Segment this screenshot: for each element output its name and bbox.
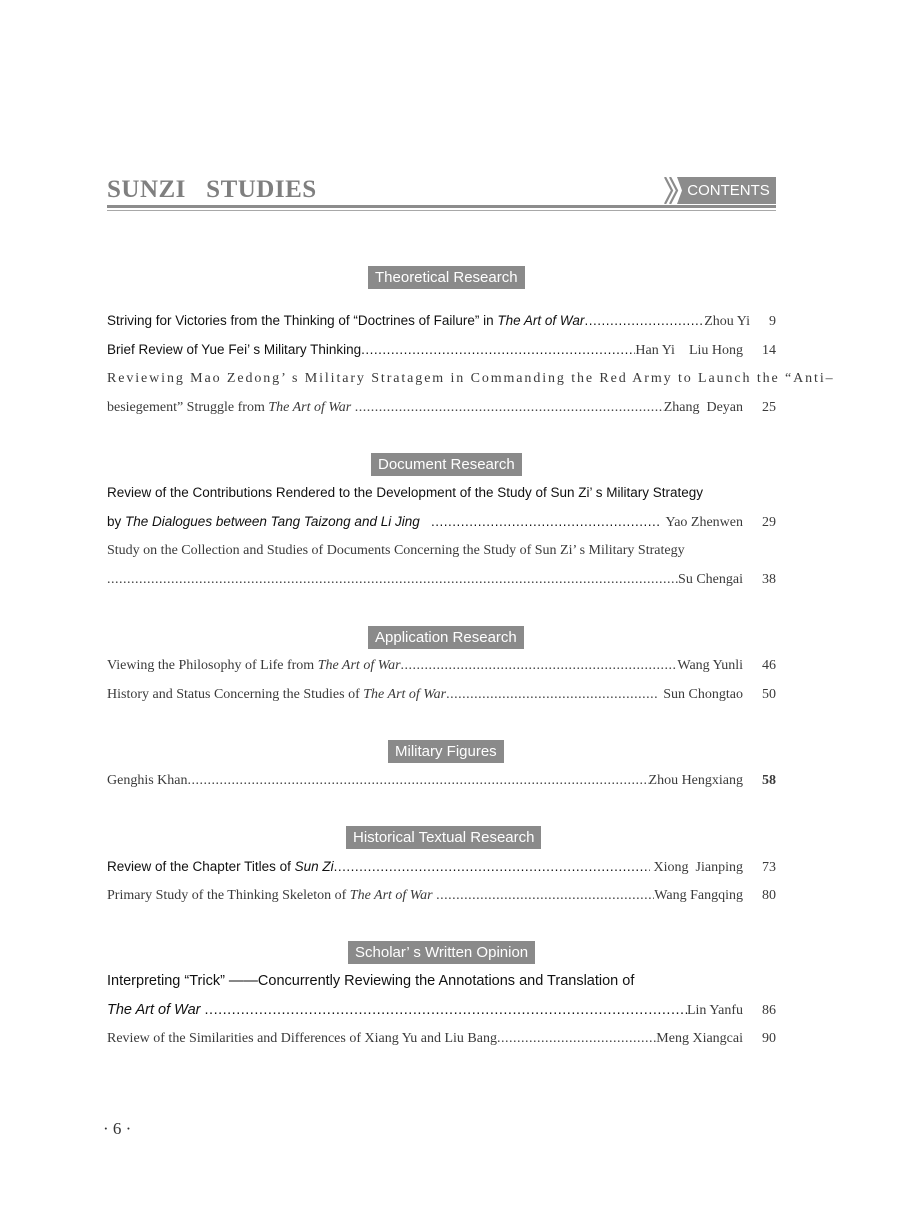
toc-entry[interactable] [107,856,776,878]
entry-author: Zhou Yi [704,314,750,329]
entry-title-italic: The Art of War [363,687,447,702]
entry-title: Viewing the Philosophy of Life from [107,658,318,673]
dot-leader [361,339,635,361]
header-rule-thin [107,210,776,211]
toc-entry-line1[interactable] [107,368,835,390]
entry-title: Genghis Khan [107,773,188,788]
entry-author: Zhou Hengxiang [648,773,743,788]
entry-page: 73 [762,860,776,875]
entry-author: Meng Xiangcai [656,1031,743,1046]
entry-author: Wang Yunli [677,658,743,673]
entry-page: 38 [762,572,776,587]
entry-title: History and Status Concerning the Studies of [107,687,364,702]
entry-title: Interpreting “Trick” ——Concurrently Reviewing the Annotations and Translation of [107,973,635,989]
dot-leader [497,1028,656,1050]
section-header-theoretical-research: Theoretical Research [368,266,525,289]
entry-page: 29 [762,515,776,530]
header-rule [107,205,776,208]
toc-entry[interactable] [107,684,776,706]
entry-title-italic: The Dialogues between Tang Taizong and Li Jing [125,514,420,529]
entry-author: Lin Yanfu [686,1003,743,1018]
entry-page: 80 [762,888,776,903]
toc-entry[interactable] [107,310,776,332]
section-header-military-figures: Military Figures [388,740,504,763]
entry-author: Han Yi Liu Hong [635,343,743,358]
entry-page: 9 [769,314,776,329]
entry-title: Study on the Collection and Studies of Documents Concerning the Study of Sun Zi’ s Military Strategy [107,543,685,558]
toc-entry[interactable] [107,1028,776,1050]
entry-page: 50 [762,687,776,702]
entry-title: Striving for Victories from the Thinking of “Doctrines of Failure” in [107,313,498,328]
entry-title-italic: The Art of War [107,1002,201,1018]
dot-leader [355,397,664,419]
entry-author: Xiong Jianping [653,860,743,875]
entry-page: 86 [762,1003,776,1018]
section-header-document-research: Document Research [371,453,522,476]
entry-title-italic: The Art of War [497,313,585,328]
entry-author: Sun Chongtao [663,687,743,702]
entry-title: by [107,514,126,529]
entry-page: 25 [762,400,776,415]
entry-page: 46 [762,658,776,673]
entry-title-italic: The Art of War [349,888,433,903]
entry-title: Primary Study of the Thinking Skeleton of [107,888,350,903]
entry-title: besiegement” Struggle from [107,400,269,415]
dot-leader [205,999,687,1021]
toc-entry-line1[interactable] [107,540,776,562]
dot-leader [446,684,659,706]
entry-title-italic: The Art of War [317,658,401,673]
entry-author: Yao Zhenwen [665,515,743,530]
toc-entry[interactable] [107,339,776,361]
journal-title: SUNZI STUDIES [107,176,317,203]
masthead [107,176,776,212]
toc-entry[interactable] [107,511,776,533]
toc-entry[interactable] [107,397,776,419]
dot-leader [584,310,704,332]
toc-entry-line1[interactable] [107,970,776,992]
section-header-application-research: Application Research [368,626,524,649]
dot-leader [334,856,650,878]
contents-tab [663,177,776,204]
entry-author: Wang Fangqing [654,888,743,903]
entry-title: Review of the Contributions Rendered to the Development of the Study of Sun Zi’ s Military Strategy [107,485,704,500]
section-header-historical-textual-research: Historical Textual Research [346,826,541,849]
entry-page: 14 [762,343,776,358]
page-number: · 6 · [103,1119,132,1138]
toc-entry[interactable] [107,770,776,792]
toc-entry[interactable] [107,655,776,677]
entry-title: Reviewing Mao Zedong’ s Military Stratagem in Commanding the Red Army to Launch the “Anti– [107,371,835,386]
toc-entry-line1[interactable] [107,482,776,504]
dot-leader [436,885,654,907]
section-header-scholars-written-opinion: Scholar’ s Written Opinion [348,941,535,964]
entry-author: Zhang Deyan [663,400,743,415]
toc-entry[interactable] [107,999,776,1021]
entry-page: 90 [762,1031,776,1046]
dot-leader [107,569,678,591]
dot-leader [188,770,649,792]
entry-title-italic: The Art of War [268,400,352,415]
entry-title: Review of the Similarities and Differences of Xiang Yu and Liu Bang [107,1031,497,1046]
entry-title: Review of the Chapter Titles of [107,859,295,874]
entry-author: Su Chengai [678,572,743,587]
toc-entry[interactable] [107,569,776,591]
entry-page: 58 [762,773,776,788]
entry-title: Brief Review of Yue Fei’ s Military Thinking [107,342,362,357]
toc-entry[interactable] [107,885,776,907]
contents-label: CONTENTS [687,182,770,199]
dot-leader [431,511,661,533]
entry-title-italic: Sun Zi [294,859,334,874]
dot-leader [401,655,678,677]
